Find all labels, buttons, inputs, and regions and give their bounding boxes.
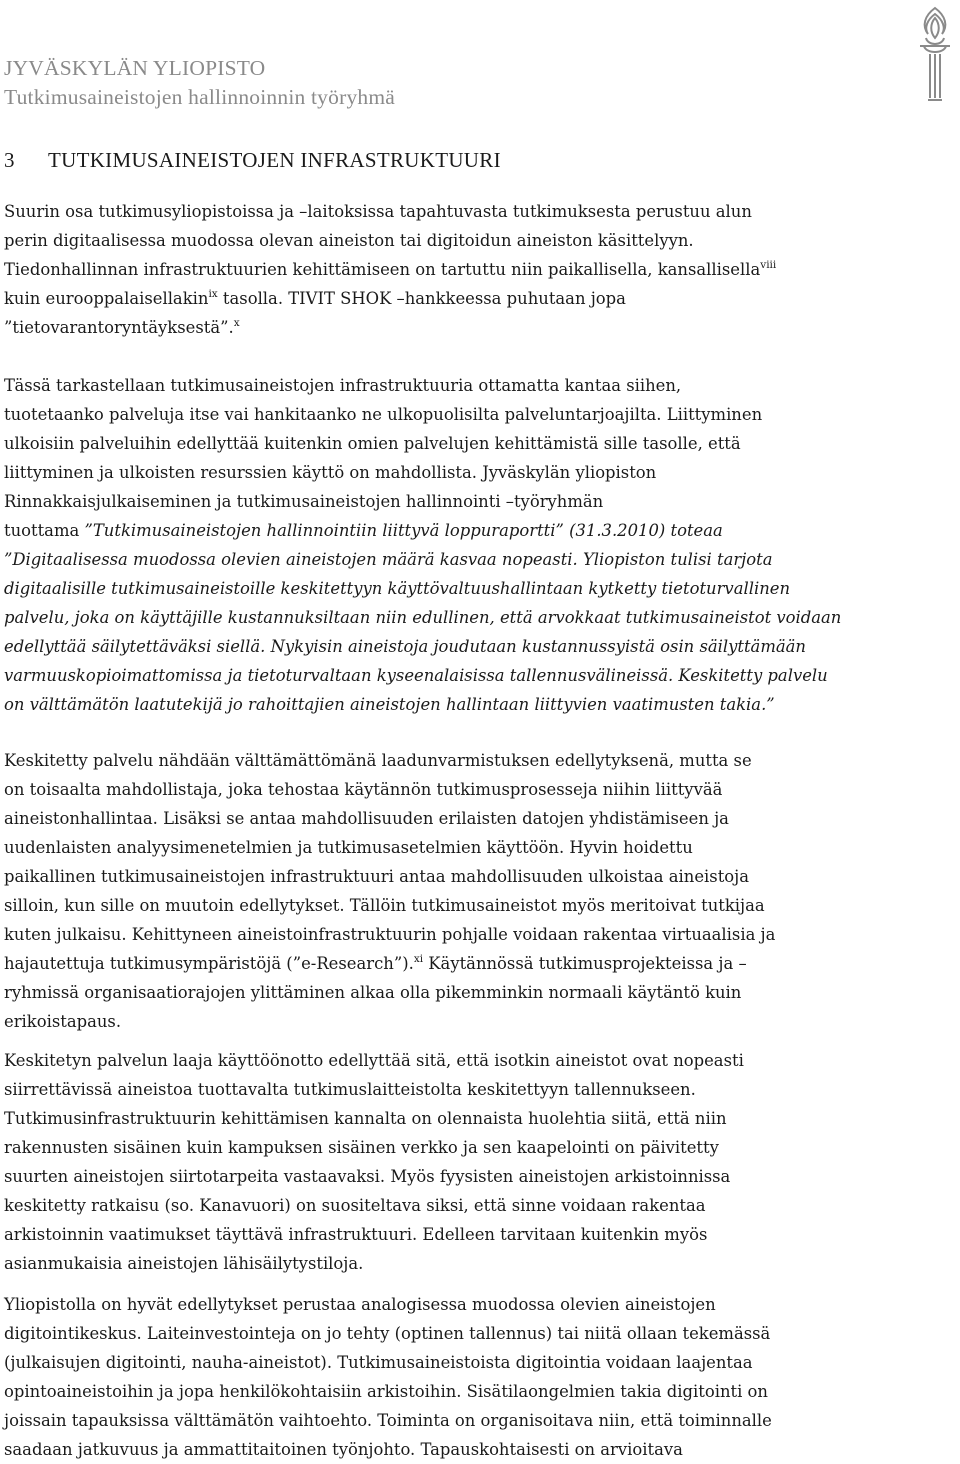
paragraph-line: tuotetaanko palveluja itse vai hankitaanko ne ulkopuolisilta palveluntarjoajilta. Liittyminen [4,405,763,424]
paragraph-line: Tässä tarkastellaan tutkimusaineistojen infrastruktuuria ottamatta kantaa siihen, [4,376,682,395]
paragraph-line: ryhmissä organisaatiorajojen ylittäminen alkaa olla pikemminkin normaali käytäntö kuin [4,983,742,1002]
quote-line: ”Digitaalisessa muodossa olevien aineistojen määrä kasvaa nopeasti. Yliopiston tulisi tarjota [4,550,773,569]
paragraph-line [4,313,904,342]
line-text: Tiedonhallinnan infrastruktuurien kehittämiseen on tartuttu niin paikallisella, kansallisella [4,260,761,279]
section-number: 3 [4,148,15,172]
footnote-ref[interactable]: ix [208,287,218,300]
paragraph-line: Yliopistolla on hyvät edellytykset perustaa analogisessa muodossa olevien aineistojen [4,1295,716,1314]
section-title: TUTKIMUSAINEISTOJEN INFRASTRUKTUURI [48,148,501,172]
paragraph-line: ulkoisiin palveluihin edellyttää kuitenkin omien palvelujen kehittämistä sille tasolle, että [4,434,741,453]
paragraph-4 [4,1046,904,1278]
quote-text: ”Tutkimusaineistojen hallinnointiin liittyvä loppuraportti” (31.3.2010) toteaa [84,521,723,540]
paragraph-line: erikoistapaus. [4,1012,122,1031]
quote-line: palvelu, joka on käyttäjille kustannuksiltaan niin edullinen, että arvokkaat tutkimusaineistot voidaan [4,608,842,627]
paragraph-line [4,516,904,545]
paragraph-3 [4,746,904,1036]
paragraph-line: asianmukaisia aineistojen lähisäilytystiloja. [4,1254,364,1273]
paragraph-line: saadaan jatkuvuus ja ammattitaitoinen työnjohto. Tapauskohtaisesti on arvioitava [4,1440,683,1459]
footnote-ref[interactable]: viii [760,258,777,271]
paragraph-line: (julkaisujen digitointi, nauha-aineistot). Tutkimusaineistoista digitointia voidaan laajentaa [4,1353,753,1372]
university-torch-logo-icon [914,2,956,106]
paragraph-line: arkistoinnin vaatimukset täyttävä infrastruktuuri. Edelleen tarvitaan kuitenkin myös [4,1225,708,1244]
paragraph-line: Keskitetyn palvelun laaja käyttöönotto edellyttää sitä, että isotkin aineistot ovat nopeasti [4,1051,744,1070]
paragraph-line: opintoaineistoihin ja jopa henkilökohtaisiin arkistoihin. Sisätilaongelmien takia digitointi on [4,1382,768,1401]
paragraph-line [4,255,904,284]
paragraph-line: silloin, kun sille on muutoin edellytykset. Tällöin tutkimusaineistot myös meritoivat tutkijaa [4,896,765,915]
section-heading [4,146,501,174]
line-text: tuottama [4,521,85,540]
paragraph-line: uudenlaisten analyysimenetelmien ja tutkimusasetelmien käyttöön. Hyvin hoidettu [4,838,693,857]
working-group-name: Tutkimusaineistojen hallinnoinnin työryhmä [4,85,396,109]
paragraph-line: aineistonhallintaa. Lisäksi se antaa mahdollisuuden erilaisten datojen yhdistämiseen ja [4,809,729,828]
paragraph-1 [4,197,904,342]
paragraph-line: digitointikeskus. Laiteinvestointeja on jo tehty (optinen tallennus) tai niitä ollaan tekemässä [4,1324,771,1343]
paragraph-line: on toisaalta mahdollistaja, joka tehostaa käytännön tutkimusprosesseja niihin liittyvää [4,780,723,799]
line-text: Käytännössä tutkimusprojekteissa ja – [423,954,747,973]
line-text: kuin eurooppalaisellakin [4,289,209,308]
line-text: ”tietovarantoryntäyksestä”. [4,318,234,337]
paragraph-line: paikallinen tutkimusaineistojen infrastruktuuri antaa mahdollisuuden ulkoistaa aineistoja [4,867,750,886]
paragraph-5 [4,1290,904,1464]
paragraph-line: Suurin osa tutkimusyliopistoissa ja –laitoksissa tapahtuvasta tutkimuksesta perustuu alun [4,202,752,221]
university-name: JYVÄSKYLÄN YLIOPISTO [4,56,266,80]
line-text: hajautettuja tutkimusympäristöjä (”e-Research”). [4,954,414,973]
paragraph-line: Rinnakkaisjulkaiseminen ja tutkimusaineistojen hallinnointi –työryhmän [4,492,604,511]
paragraph-line: keskitetty ratkaisu (so. Kanavuori) on suositeltava siksi, että sinne voidaan rakentaa [4,1196,706,1215]
paragraph-line: liittyminen ja ulkoisten resurssien käyttö on mahdollista. Jyväskylän yliopiston [4,463,657,482]
paragraph-line: perin digitaalisessa muodossa olevan aineiston tai digitoidun aineiston käsittelyyn. [4,231,694,250]
paragraph-line: rakennusten sisäinen kuin kampuksen sisäinen verkko ja sen kaapelointi on päivitetty [4,1138,719,1157]
footnote-ref[interactable]: x [233,316,240,329]
paragraph-line: suurten aineistojen siirtotarpeita vastaavaksi. Myös fyysisten aineistojen arkistoinnissa [4,1167,731,1186]
quote-line: edellyttää säilytettäväksi siellä. Nykyisin aineistoja joudutaan kustannussyistä osin säilyttämään [4,637,806,656]
line-text: tasolla. TIVIT SHOK –hankkeessa puhutaan jopa [217,289,626,308]
paragraph-line [4,284,904,313]
quote-line: varmuuskopioimattomissa ja tietoturvaltaan kyseenalaisissa tallennusvälineissä. Keskitetty palvelu [4,666,828,685]
paragraph-line: siirrettävissä aineistoa tuottavalta tutkimuslaitteistolta keskitettyyn tallennukseen. [4,1080,696,1099]
document-header [4,54,395,112]
paragraph-line [4,949,904,978]
paragraph-line: joissain tapauksissa välttämätön vaihtoehto. Toiminta on organisoitava niin, että toiminnalle [4,1411,772,1430]
quote-line: on välttämätön laatutekijä jo rahoittajien aineistojen hallintaan liittyvien vaatimusten takia.” [4,695,775,714]
paragraph-line: kuten julkaisu. Kehittyneen aineistoinfrastruktuurin pohjalle voidaan rakentaa virtuaalisia ja [4,925,776,944]
paragraph-2 [4,371,904,719]
paragraph-line: Keskitetty palvelu nähdään välttämättömänä laadunvarmistuksen edellytyksenä, mutta se [4,751,752,770]
footnote-ref[interactable]: xi [413,952,424,965]
paragraph-line: Tutkimusinfrastruktuurin kehittämisen kannalta on olennaista huolehtia siitä, että niin [4,1109,727,1128]
quote-line: digitaalisille tutkimusaineistoille keskitettyyn käyttövaltuushallintaan kytketty tietoturvallinen [4,579,791,598]
